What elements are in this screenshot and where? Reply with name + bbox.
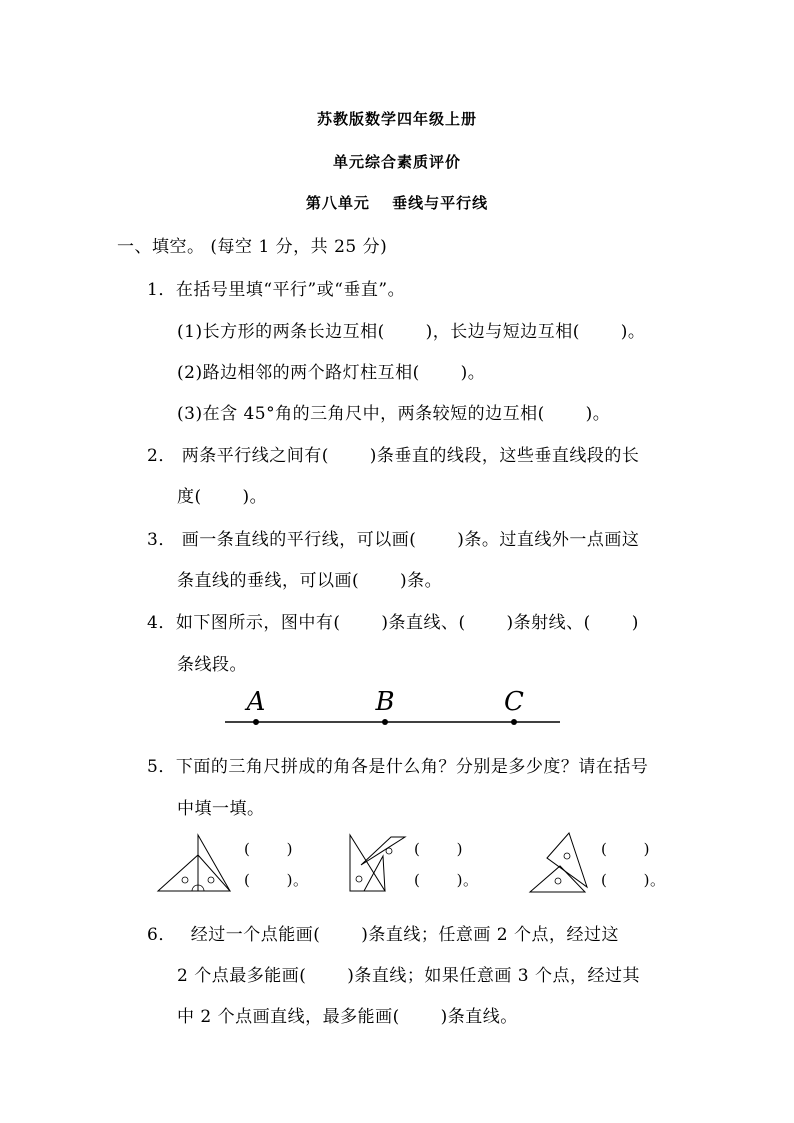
unit-title: 第八单元 垂线与平行线: [305, 194, 489, 212]
question-1-part-3: (3)在含 45°角的三角尺中，两条较短的边互相( )。: [177, 404, 611, 424]
figure-3-blank-top: ( ): [601, 840, 650, 858]
page-title: 苏教版数学四年级上册: [316, 110, 477, 128]
question-6-line-2: 2 个点最多能画( )条直线；如果任意画 3 个点，经过其: [177, 966, 641, 986]
question-1: 1．在括号里填“平行”或“垂直”。: [147, 280, 406, 300]
triangle-figure-2: [347, 832, 409, 894]
point-c-label: C: [504, 687, 524, 717]
point-b-dot: [382, 719, 388, 725]
figure-2-blank-bottom: ( )。: [414, 871, 479, 889]
section-heading: 一、填空。 (每空 1 分，共 25 分): [117, 237, 388, 257]
point-a-dot: [253, 719, 259, 725]
point-c-dot: [511, 719, 517, 725]
triangle-figure-1: [155, 832, 235, 894]
question-1-part-2: (2)路边相邻的两个路灯柱互相( )。: [177, 363, 486, 383]
question-3-line-1: 3． 画一条直线的平行线，可以画( )条。过直线外一点画这: [147, 530, 640, 550]
question-4-line-1: 4．如下图所示，图中有( )条直线、( )条射线、( ): [147, 613, 639, 633]
figure-3-blank-bottom: ( )。: [601, 871, 666, 889]
question-6-line-3: 中 2 个点画直线，最多能画( )条直线。: [177, 1007, 518, 1027]
question-2-line-2: 度( )。: [177, 487, 268, 507]
figure-1-blank-bottom: ( )。: [244, 871, 309, 889]
question-3-line-2: 条直线的垂线，可以画( )条。: [177, 571, 443, 591]
figure-1-blank-top: ( ): [244, 840, 293, 858]
triangle-figure-3: [527, 830, 589, 895]
point-b-label: B: [375, 687, 395, 717]
question-1-part-1: (1)长方形的两条长边互相( )，长边与短边互相( )。: [177, 322, 646, 342]
point-a-label: A: [246, 687, 266, 717]
question-2-line-1: 2． 两条平行线之间有( )条垂直的线段，这些垂直线段的长: [147, 446, 640, 466]
figure-2-blank-top: ( ): [414, 840, 463, 858]
question-5-line-2: 中填一填。: [177, 799, 265, 819]
question-5-line-1: 5．下面的三角尺拼成的角各是什么角？分别是多少度？请在括号: [147, 757, 649, 777]
question-6-line-1: 6． 经过一个点能画( )条直线；任意画 2 个点，经过这: [147, 925, 620, 945]
question-4-line-2: 条线段。: [177, 655, 247, 675]
page-subtitle: 单元综合素质评价: [332, 153, 461, 171]
line-figure: [220, 680, 565, 730]
